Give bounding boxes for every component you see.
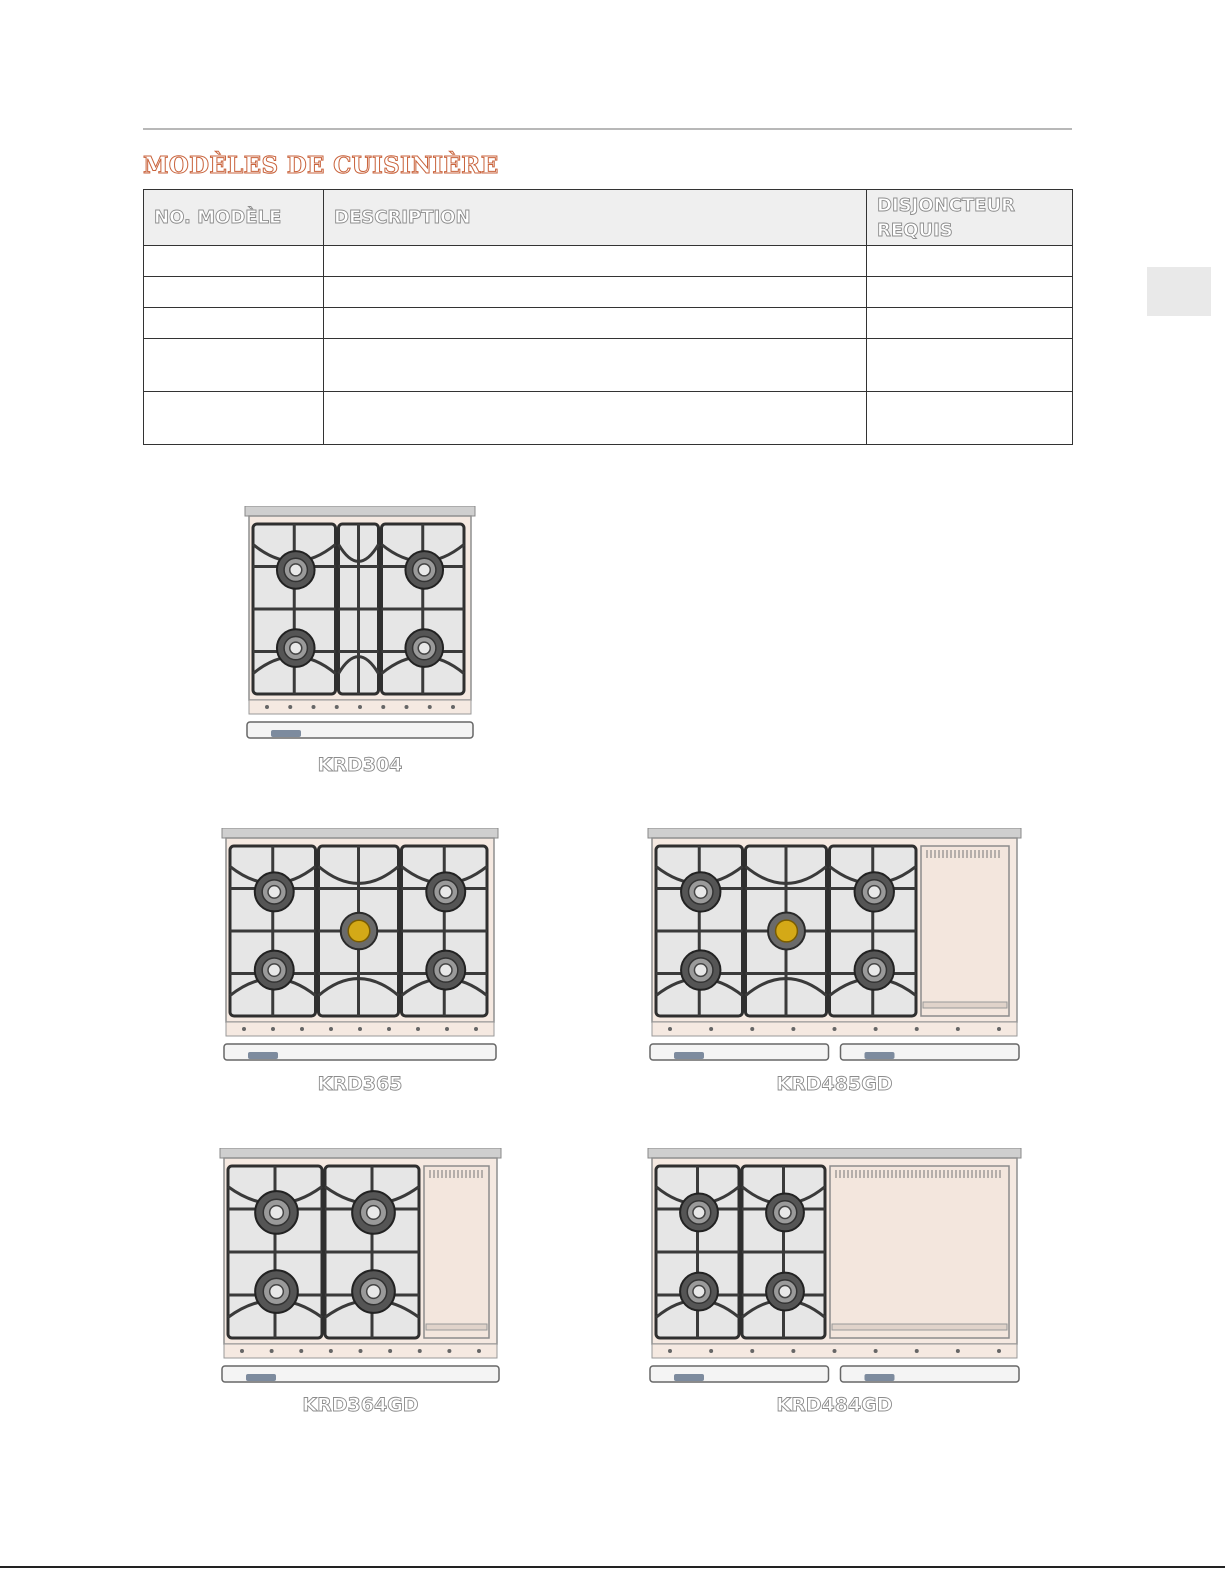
range-illustration-krd304: [243, 506, 477, 746]
col-header-breaker: DISJONCTEUR REQUIS: [867, 190, 1073, 246]
range-illustration-krd364gd: [218, 1148, 503, 1390]
header-rule: [143, 128, 1072, 130]
table-cell: [867, 308, 1073, 339]
table-row: [144, 277, 1073, 308]
range-label-krd484gd: KRD484GD: [776, 1394, 893, 1416]
table-row: [144, 392, 1073, 445]
range-label-krd304: KRD304: [317, 754, 403, 776]
side-tab: [1147, 267, 1211, 316]
range-label-krd485gd: KRD485GD: [776, 1073, 893, 1095]
range-illustration-krd485gd: [646, 828, 1023, 1068]
range-illustration-krd484gd: [646, 1148, 1023, 1390]
range-illustration-krd365: [220, 828, 500, 1068]
table-cell: [867, 277, 1073, 308]
col-header-model-no: NO. MODÈLE: [144, 190, 324, 246]
table-cell: [324, 339, 867, 392]
range-label-krd364gd: KRD364GD: [302, 1394, 419, 1416]
table-cell: [867, 246, 1073, 277]
table-cell: [867, 339, 1073, 392]
table-cell: [324, 246, 867, 277]
range-label-krd365: KRD365: [317, 1073, 403, 1095]
table-row: [144, 339, 1073, 392]
table-cell: [144, 246, 324, 277]
table-cell: [144, 277, 324, 308]
table-header-row: [144, 190, 1073, 246]
footer-rule: [0, 1566, 1225, 1568]
section-title: MODÈLES DE CUISINIÈRE: [143, 152, 499, 179]
col-header-description: DESCRIPTION: [324, 190, 867, 246]
table-row: [144, 246, 1073, 277]
table-cell: [144, 339, 324, 392]
table-cell: [324, 392, 867, 445]
table-row: [144, 308, 1073, 339]
table-cell: [324, 277, 867, 308]
table-cell: [867, 392, 1073, 445]
table-cell: [144, 392, 324, 445]
table-cell: [324, 308, 867, 339]
models-table: [143, 189, 1073, 445]
table-cell: [144, 308, 324, 339]
